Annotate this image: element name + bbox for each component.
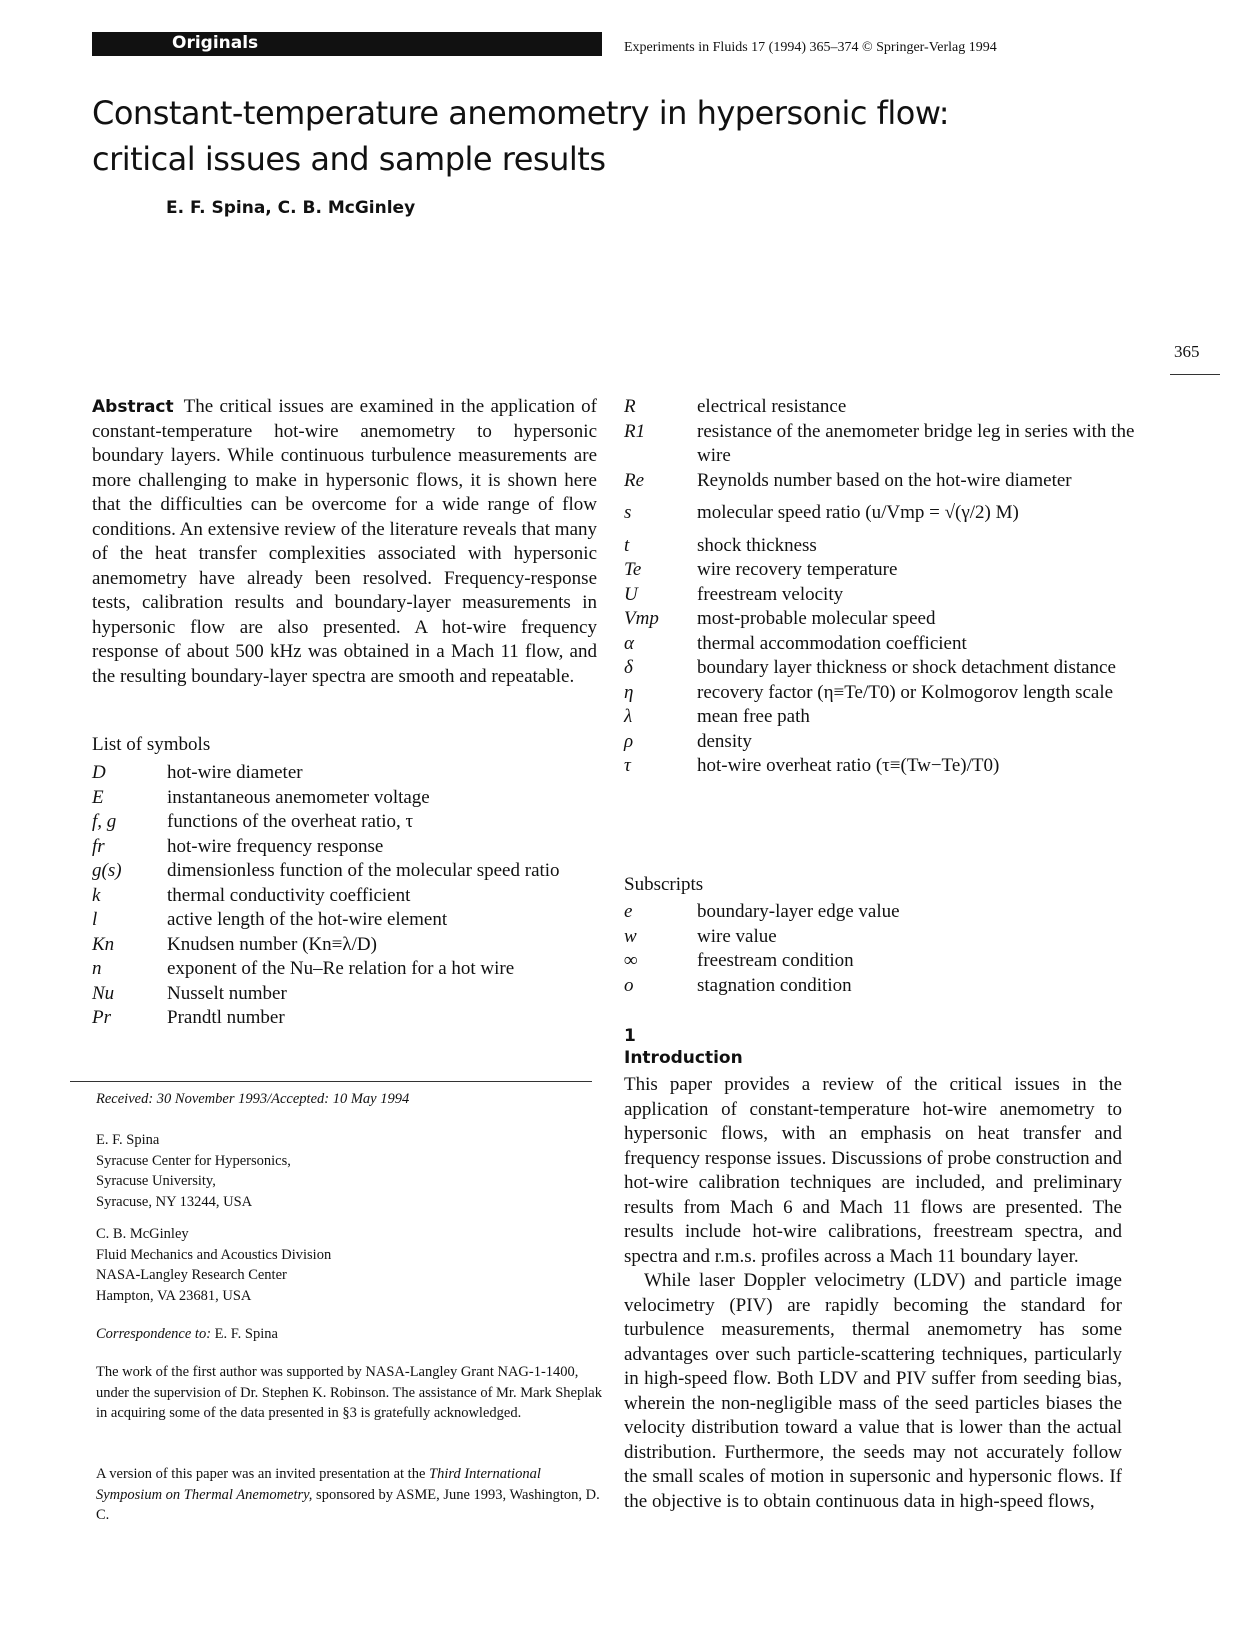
symbol-desc: instantaneous anemometer voltage [167,786,430,808]
abstract-label: Abstract [92,397,174,417]
introduction-paragraph-1: This paper provides a review of the critical issues in the application of constant-temperature hot-wire anemometry to hypersonic flows, with an emphasis on heat transfer and frequency response issues. Discussions of probe construction and hot-wire calibration techniques are included, and preliminary results from Mach 6 and Mach 11 flows are presented. The results include hot-wire calibrations, freestream spectra, and spectra and r.m.s. profiles across a Mach 11 boundary layer. [624,1074,1122,1267]
subscript-list [624,900,1144,998]
abstract-text: The critical issues are examined in the application of constant-temperature hot-wire anemometry to hypersonic boundary layers. While continuous turbulence measurements are more challenging to make in hypersonic flows, it is shown here that the difficulties can be overcome for a wide range of flow conditions. An extensive review of the literature reveals that many of the heat transfer complexities associated with hypersonic anemometry have already been resolved. Frequency-response tests, calibration results and boundary-layer measurements in hypersonic flow are also presented. A hot-wire frequency response of about 500 kHz was obtained in a Mach 11 flow, and the resulting boundary-layer spectra are smooth and repeatable. [92,396,597,687]
section-heading: Introduction [624,1048,743,1068]
funding-note: The work of the first author was supported by NASA-Langley Grant NAG-1-1400, under the supervision of Dr. Stephen K. Robinson. The assistance of Mr. Mark Sheplak in acquiring some of the data presented in §3 is gratefully acknowledged. [96,1364,602,1421]
address-line: Fluid Mechanics and Acoustics Division [96,1246,332,1263]
subscript-symbol: ∞ [624,950,638,971]
subscript-desc: freestream condition [697,950,854,971]
section-banner-label: Originals [172,33,259,53]
symbol-row [624,730,1144,755]
address-line: C. B. McGinley [96,1226,189,1242]
symbol: Kn [92,933,115,955]
symbol: D [92,762,106,783]
paper-title-line-1: Constant-temperature anemometry in hypersonic flow: [92,94,950,132]
address-line: E. F. Spina [96,1132,160,1148]
presentation-note-venue: Third International Symposium on Thermal Anemometry, [96,1466,541,1503]
symbol-desc: resistance of the anemometer bridge leg in series with the wire [697,420,1135,466]
subscript-desc: boundary-layer edge value [697,901,900,922]
symbol-desc: thermal accommodation coefficient [697,632,967,654]
symbol: Nu [92,982,115,1004]
symbol-desc: Prandtl number [167,1007,285,1028]
symbol-desc: boundary layer thickness or shock detachment distance [697,657,1116,678]
symbol: fr [92,835,105,857]
paper-authors: E. F. Spina, C. B. McGinley [166,198,416,218]
address-line: Syracuse, NY 13244, USA [96,1193,253,1210]
section-number: 1 [624,1026,636,1046]
symbol: δ [624,657,633,678]
symbol-desc: recovery factor (η≡Te/T0) or Kolmogorov length scale [697,681,1114,703]
address-line: Hampton, VA 23681, USA [96,1287,252,1304]
presentation-note [96,1464,602,1526]
symbol: U [624,583,638,605]
journal-citation: Experiments in Fluids 17 (1994) 365–374 © Springer-Verlag 1994 [624,40,997,55]
symbol-desc: mean free path [697,706,810,727]
symbol-desc: density [697,730,752,752]
symbol-list-left [92,761,602,1031]
symbol-desc: Reynolds number based on the hot-wire diameter [697,469,1072,491]
symbol: k [92,884,101,906]
subscript-desc: stagnation condition [697,974,852,996]
symbol-desc: active length of the hot-wire element [167,909,448,930]
subscript-row [624,949,1144,974]
subscript-row [624,974,1144,999]
paper-title [92,90,949,182]
symbol-desc: molecular speed ratio (u/Vmp = √(γ/2) M) [697,502,1019,523]
author-address-1 [96,1130,291,1212]
symbol-row [624,469,1144,494]
symbol-desc: functions of the overheat ratio, τ [167,811,414,832]
subscript-symbol: w [624,925,637,947]
symbol-row [92,884,602,909]
correspondence-name: E. F. Spina [214,1326,278,1342]
symbol: s [624,502,632,523]
symbol: Pr [92,1007,111,1028]
symbol-row [92,859,602,884]
subscript-desc: wire value [697,925,777,947]
symbol-row [92,761,602,786]
page-number-rule [1170,374,1220,375]
symbol-row [624,534,1144,559]
symbol: λ [624,706,633,727]
symbol-desc: most-probable molecular speed [697,608,936,629]
symbol-desc: thermal conductivity coefficient [167,884,411,906]
paper-title-line-2: critical issues and sample results [92,140,606,178]
symbol: Vmp [624,608,659,629]
subscripts-heading: Subscripts [624,874,704,895]
symbol-row [92,810,602,835]
address-line: Syracuse Center for Hypersonics, [96,1152,291,1169]
symbol-row [92,957,602,982]
subscript-row [624,925,1144,950]
symbol: ρ [624,730,634,752]
abstract [92,395,597,689]
symbol: τ [624,755,631,776]
author-address-2 [96,1224,331,1306]
symbol: η [624,681,634,703]
symbol: R [624,396,636,417]
received-dates: Received: 30 November 1993/Accepted: 10 May 1994 [96,1091,410,1107]
symbol-desc: dimensionless function of the molecular speed ratio [167,860,560,881]
symbol-desc: exponent of the Nu–Re relation for a hot wire [167,958,515,979]
symbol: Re [624,469,645,491]
symbol-desc: wire recovery temperature [697,559,898,580]
symbols-heading: List of symbols [92,734,211,755]
symbol-desc: hot-wire overheat ratio (τ≡(Tw−Te)/T0) [697,755,1000,776]
symbol-row [624,420,1144,469]
symbol-row [624,607,1144,632]
symbol-desc: Nusselt number [167,982,287,1004]
presentation-note-post: sponsored by ASME, June 1993, Washington, D. C. [96,1486,600,1523]
introduction-paragraph-2: While laser Doppler velocimetry (LDV) and particle image velocimetry (PIV) are rapidly becoming the standard for turbulence measurements, thermal anemometry has some advantages over such particle-scattering techniques, particularly in high-speed flow. Both LDV and PIV suffer from seeding bias, wherein the non-negligible mass of the seed particles biases the velocity distribution toward a value that is lower than the actual distribution. Furthermore, the seeds may not accurately follow the small scales of motion in supersonic and hypersonic flows. If the objective is to obtain continuous data in high-speed flows, [624,1270,1122,1512]
subscript-symbol: e [624,901,633,922]
symbol: f, g [92,811,117,832]
symbol-row [624,632,1144,657]
symbol: α [624,632,634,654]
symbol-row [92,1006,602,1031]
symbol-row [92,835,602,860]
symbol-desc: electrical resistance [697,396,847,417]
symbol: t [624,534,630,556]
symbol-row [92,982,602,1007]
symbol: l [92,909,98,930]
symbol-desc: hot-wire diameter [167,762,303,783]
symbol-desc: Knudsen number (Kn≡λ/D) [167,933,377,955]
address-line: Syracuse University, [96,1173,216,1189]
presentation-note-pre: A version of this paper was an invited presentation at the [96,1466,426,1482]
symbol-row [624,681,1144,706]
introduction-body [624,1073,1122,1514]
symbol-row [92,908,602,933]
symbol-row [624,395,1144,420]
symbol-row [624,705,1144,730]
symbol-row [624,558,1144,583]
symbol: n [92,958,102,979]
symbol: Te [624,559,642,580]
subscript-symbol: o [624,974,634,996]
symbol-row [624,493,1144,534]
correspondence-label: Correspondence to: [96,1326,212,1342]
page-number: 365 [1174,342,1200,361]
symbol-desc: freestream velocity [697,583,844,605]
correspondence [96,1324,278,1345]
symbol-row [92,786,602,811]
symbol-desc: hot-wire frequency response [167,835,384,857]
address-line: NASA-Langley Research Center [96,1267,287,1283]
symbol-row [92,933,602,958]
section-banner [92,32,602,56]
symbol: E [92,786,104,808]
symbol: g(s) [92,860,122,881]
symbol-list-right [624,395,1144,779]
symbol: R1 [624,420,646,442]
symbol-row [624,754,1144,779]
symbol-row [624,583,1144,608]
footnote-separator [70,1081,592,1082]
symbol-desc: shock thickness [697,534,817,556]
symbol-row [624,656,1144,681]
subscript-row [624,900,1144,925]
